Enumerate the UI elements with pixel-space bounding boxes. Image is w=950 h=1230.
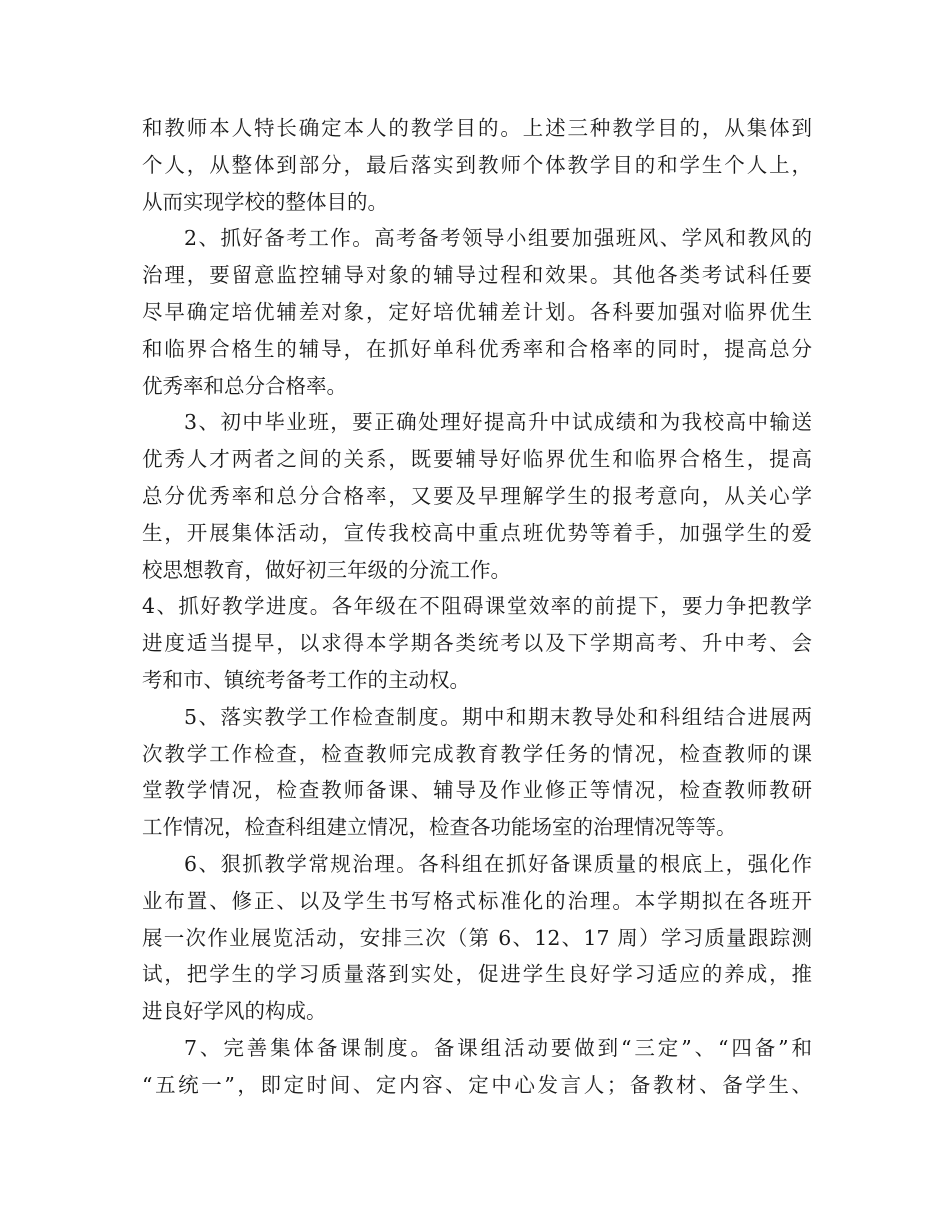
text-line: 进良好学风的构成。 <box>142 999 327 1024</box>
text-line: 校思想教育，做好初三年级的分流工作。 <box>142 557 511 582</box>
text-line: 考和市、镇统考备考工作的主动权。 <box>142 667 470 692</box>
text-line: 个人，从整体到部分，最后落实到教师个体教学目的和学生个人上， <box>142 152 812 177</box>
text-line: 进度适当提早，以求得本学期各类统考以及下学期高考、升中考、会 <box>142 631 812 656</box>
text-line: 4、抓好教学进度。各年级在不阻碍课堂效率的前提下，要力争把教学 <box>142 594 812 619</box>
text-line: 3、初中毕业班，要正确处理好提高升中试成绩和为我校高中输送 <box>184 410 812 435</box>
text-line: 工作情况，检查科组建立情况，检查各功能场室的治理情况等等。 <box>142 815 737 840</box>
text-line: 次教学工作检查，检查教师完成教育教学任务的情况，检查教师的课 <box>142 741 812 766</box>
text-line: 试，把学生的学习质量落到实处，促进学生良好学习适应的养成，推 <box>142 962 812 987</box>
text-line: 生，开展集体活动，宣传我校高中重点班优势等着手，加强学生的爱 <box>142 520 812 545</box>
text-line: 7、完善集体备课制度。备课组活动要做到“三定”、“四备”和 <box>184 1035 812 1060</box>
text-line: 和临界合格生的辅导，在抓好单科优秀率和合格率的同时，提高总分 <box>142 336 812 361</box>
text-line: 5、落实教学工作检查制度。期中和期末教导处和科组结合进展两 <box>184 704 812 729</box>
text-line: 业布置、修正、以及学生书写格式标准化的治理。本学期拟在各班开 <box>142 888 812 913</box>
text-line: 治理，要留意监控辅导对象的辅导过程和效果。其他各类考试科任要 <box>142 263 812 288</box>
text-line: 堂教学情况，检查教师备课、辅导及作业修正等情况，检查教师教研 <box>142 778 812 803</box>
text-line: 从而实现学校的整体目的。 <box>142 189 388 214</box>
text-line: 尽早确定培优辅差对象，定好培优辅差计划。各科要加强对临界优生 <box>142 299 812 324</box>
text-line: 2、抓好备考工作。高考备考领导小组要加强班风、学风和教风的 <box>184 226 812 251</box>
text-line: 6、狠抓教学常规治理。各科组在抓好备课质量的根底上，强化作 <box>184 851 812 876</box>
text-line: 展一次作业展览活动，安排三次（第 6、12、17 周）学习质量跟踪测 <box>142 925 812 950</box>
text-line: 优秀率和总分合格率。 <box>142 373 347 398</box>
text-line: 优秀人才两者之间的关系，既要辅导好临界优生和临界合格生，提高 <box>142 447 812 472</box>
text-line: 和教师本人特长确定本人的教学目的。上述三种教学目的，从集体到 <box>142 116 812 140</box>
text-line: “五统一”，即定时间、定内容、定中心发言人；备教材、备学生、 <box>142 1072 812 1097</box>
text-line: 总分优秀率和总分合格率，又要及早理解学生的报考意向，从关心学 <box>142 483 812 508</box>
body-text <box>142 110 812 1104</box>
